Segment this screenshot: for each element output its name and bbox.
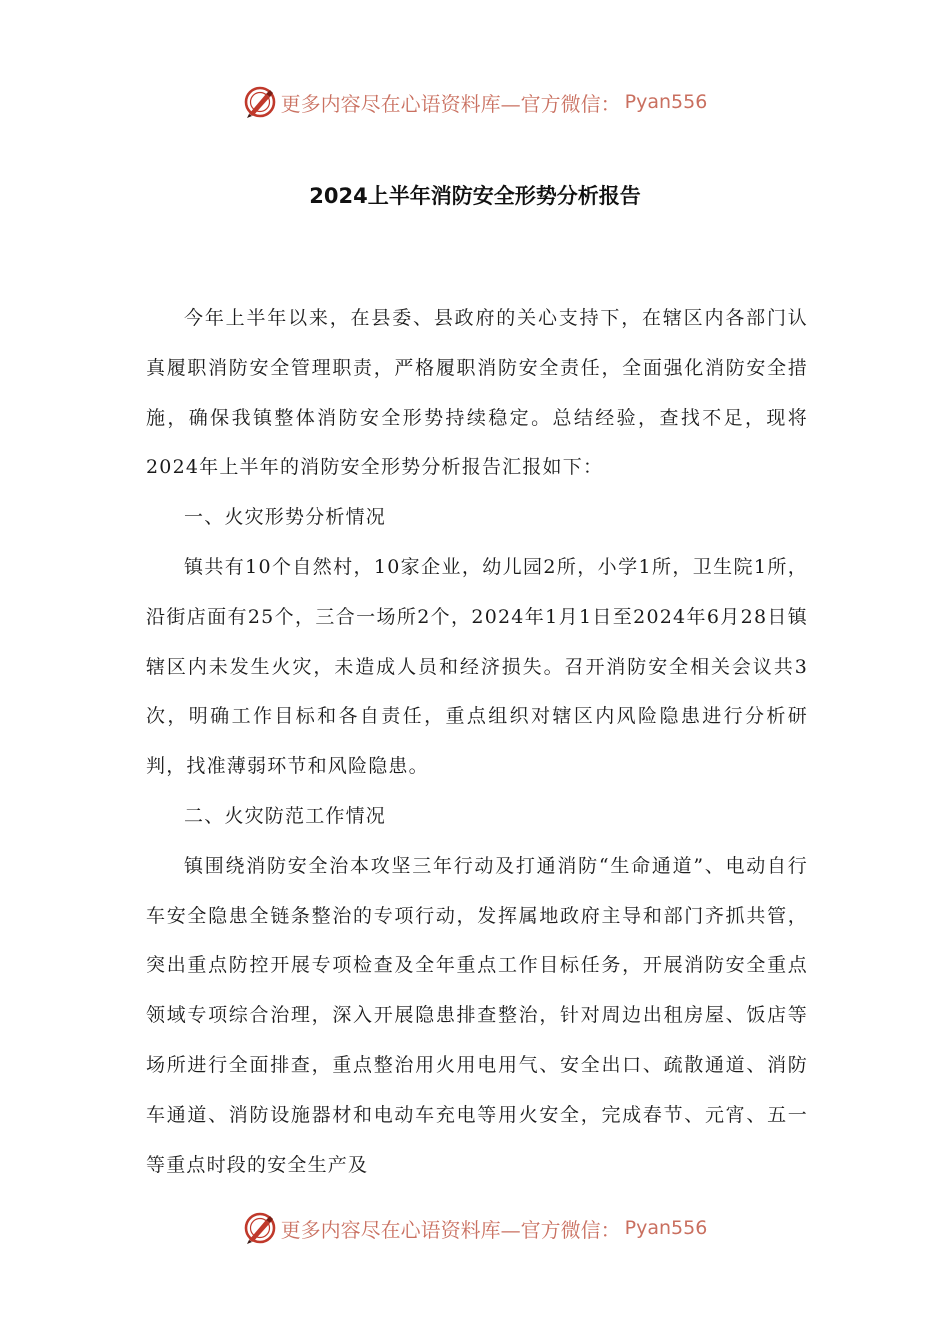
document-body	[146, 294, 808, 1190]
banner-wechat-id: Pyan556	[624, 91, 708, 113]
paragraph-fire-prevention: 镇围绕消防安全治本攻坚三年行动及打通消防“生命通道”、电动自行车安全隐患全链条整治的专项行动，发挥属地政府主导和部门齐抓共管，突出重点防控开展专项检查及全年重点工作目标任务，开展消防安全重点领域专项综合治理，深入开展隐患排查整治，针对周边出租房屋、饭店等场所进行全面排查，重点整治用火用电用气、安全出口、疏散通道、消防车通道、消防设施器材和电动车充电等用火安全，完成春节、元宵、五一等重点时段的安全生产及	[146, 854, 808, 1176]
section-heading-fire-prevention: 二、火灾防范工作情况	[184, 804, 387, 827]
banner-slogan: 更多内容尽在心语资料库—	[280, 91, 521, 116]
header-banner	[0, 82, 950, 122]
banner-wechat-id: Pyan556	[624, 1217, 708, 1239]
paragraph-fire-situation: 镇共有10个自然村，10家企业，幼儿园2所，小学1所，卫生院1所，沿街店面有25个，三合一场所2个，2024年1月1日至2024年6月28日镇辖区内未发生火灾，未造成人员和经济损失。召开消防安全相关会议共3次，明确工作目标和各自责任，重点组织对辖区内风险隐患进行分析研判，找准薄弱环节和风险隐患。	[146, 555, 808, 778]
banner-slogan: 更多内容尽在心语资料库—	[280, 1217, 521, 1242]
section-heading-fire-situation: 一、火灾形势分析情况	[184, 506, 387, 529]
pen-circle-logo-icon	[243, 85, 277, 119]
pen-circle-logo-icon	[243, 1211, 277, 1245]
paragraph-intro: 今年上半年以来，在县委、县政府的关心支持下，在辖区内各部门认真履职消防安全管理职责，严格履职消防安全责任，全面强化消防安全措施，确保我镇整体消防安全形势持续稳定。总结经验，查找不足，现将2024年上半年的消防安全形势分析报告汇报如下：	[146, 307, 808, 479]
banner-wechat-label: 官方微信：	[520, 1217, 621, 1242]
document-title: 2024上半年消防安全形势分析报告	[309, 184, 641, 208]
banner-wechat-label: 官方微信：	[520, 91, 621, 116]
footer-banner	[0, 1208, 950, 1248]
